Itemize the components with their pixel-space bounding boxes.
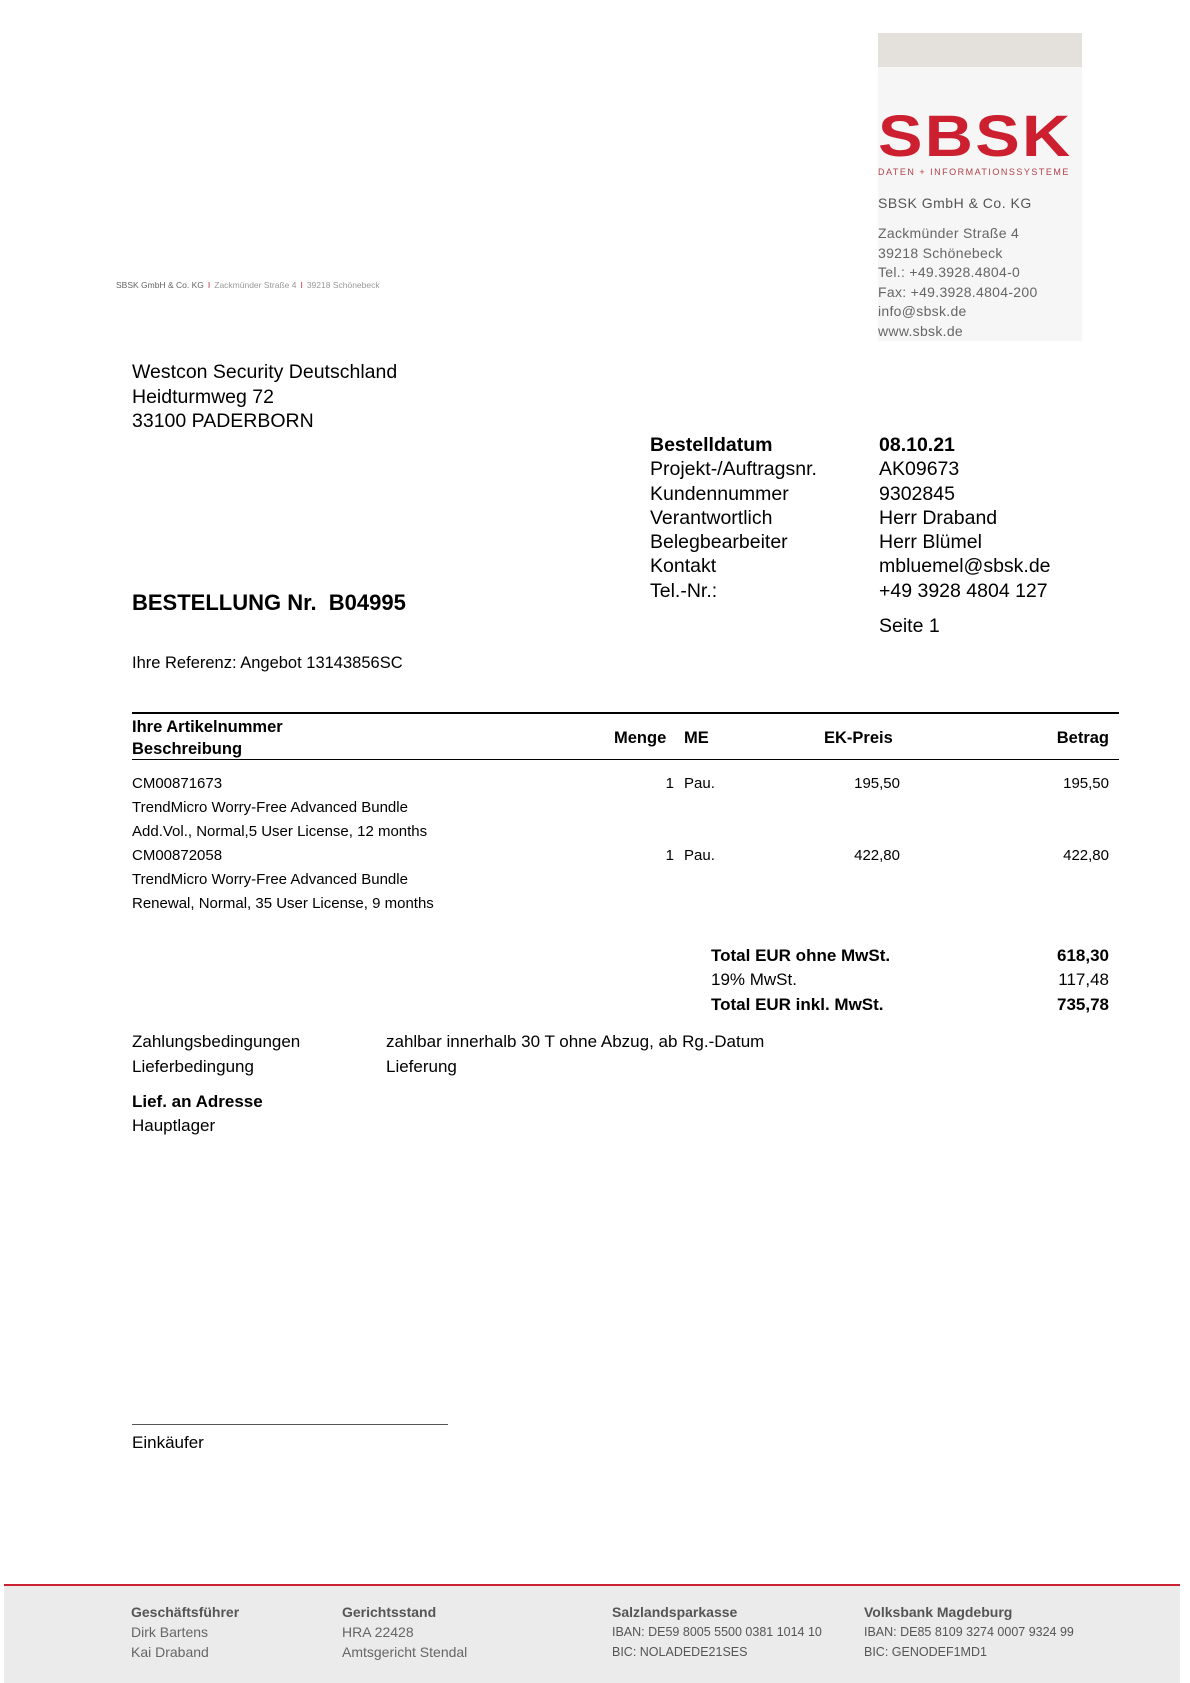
sender-line bbox=[116, 280, 380, 290]
recipient-city: 33100 PADERBORN bbox=[132, 410, 314, 432]
sender-separator: I bbox=[207, 280, 211, 290]
row-article: CM00871673 bbox=[132, 775, 223, 792]
footer-accent-line bbox=[4, 1584, 1180, 1586]
meta-label: Tel.-Nr.: bbox=[650, 579, 718, 602]
meta-value: +49 3928 4804 127 bbox=[879, 579, 1048, 602]
footer-line: IBAN: DE85 8109 3274 0007 9324 99 bbox=[864, 1625, 1074, 1639]
row-qty: 1 bbox=[665, 847, 674, 864]
total-value: 117,48 bbox=[1058, 970, 1109, 990]
term-value: zahlbar innerhalb 30 T ohne Abzug, ab Rg.-Datum bbox=[386, 1032, 765, 1051]
row-amount: 422,80 bbox=[1063, 847, 1109, 864]
term-label: Zahlungsbedingungen bbox=[132, 1032, 301, 1051]
sender-street: Zackmünder Straße 4 bbox=[214, 280, 297, 290]
letterhead-bar bbox=[878, 33, 1082, 67]
table-header-rule bbox=[132, 759, 1119, 760]
meta-label: Verantwortlich bbox=[650, 506, 773, 529]
meta-value: Herr Draband bbox=[879, 506, 998, 529]
meta-label: Projekt-/Auftragsnr. bbox=[650, 458, 817, 481]
term-row bbox=[132, 1055, 764, 1080]
row-description: TrendMicro Worry-Free Advanced Bundle bbox=[132, 799, 408, 816]
header-unit: ME bbox=[684, 729, 709, 747]
meta-value: 08.10.21 bbox=[879, 434, 955, 456]
row-description: Renewal, Normal, 35 User License, 9 months bbox=[132, 895, 434, 912]
meta-row bbox=[650, 482, 1051, 506]
meta-row bbox=[650, 579, 1051, 603]
letterhead-web[interactable]: www.sbsk.de bbox=[878, 322, 963, 339]
meta-label: Kundennummer bbox=[650, 482, 789, 505]
delivery-label: Lief. an Adresse bbox=[132, 1092, 263, 1111]
row-article: CM00872058 bbox=[132, 847, 223, 864]
row-description: Add.Vol., Normal,5 User License, 12 months bbox=[132, 823, 428, 840]
order-title: BESTELLUNG Nr. B04995 bbox=[132, 590, 406, 615]
letterhead-city: 39218 Schönebeck bbox=[878, 244, 1003, 261]
letterhead-company: SBSK GmbH & Co. KG bbox=[878, 195, 1032, 211]
footer-line: HRA 22428 bbox=[342, 1624, 414, 1640]
footer-bank-1 bbox=[612, 1602, 822, 1662]
total-label: Total EUR ohne MwSt. bbox=[711, 946, 891, 965]
meta-label: Bestelldatum bbox=[650, 434, 773, 456]
footer-title: Volksbank Magdeburg bbox=[864, 1604, 1013, 1620]
footer-line: BIC: GENODEF1MD1 bbox=[864, 1645, 987, 1659]
footer-bank-2 bbox=[864, 1602, 1074, 1662]
footer-title: Geschäftsführer bbox=[131, 1604, 240, 1620]
footer-line: BIC: NOLADEDE21SES bbox=[612, 1645, 748, 1659]
footer-title: Gerichtsstand bbox=[342, 1604, 437, 1620]
recipient-name: Westcon Security Deutschland bbox=[132, 361, 398, 383]
total-gross bbox=[711, 993, 1109, 1017]
header-description: Beschreibung bbox=[132, 740, 243, 758]
meta-row bbox=[650, 457, 1051, 481]
total-label: 19% MwSt. bbox=[711, 970, 797, 990]
company-logo bbox=[878, 104, 1082, 177]
header-amount: Betrag bbox=[1056, 729, 1109, 747]
sender-separator: I bbox=[300, 280, 303, 290]
row-unit: Pau. bbox=[684, 847, 715, 864]
meta-value[interactable]: mbluemel@sbsk.de bbox=[879, 555, 1051, 578]
total-value: 618,30 bbox=[1057, 946, 1109, 965]
letterhead-street: Zackmünder Straße 4 bbox=[878, 225, 1020, 241]
row-description: TrendMicro Worry-Free Advanced Bundle bbox=[132, 871, 408, 888]
total-vat bbox=[711, 968, 1109, 992]
meta-row bbox=[650, 506, 1051, 530]
table-top-rule bbox=[132, 712, 1119, 714]
total-value: 735,78 bbox=[1057, 994, 1109, 1014]
meta-label: Kontakt bbox=[650, 555, 717, 578]
meta-row bbox=[650, 530, 1051, 554]
order-meta bbox=[650, 433, 1051, 603]
recipient-street: Heidturmweg 72 bbox=[132, 385, 274, 408]
footer-line: Amtsgericht Stendal bbox=[342, 1644, 468, 1660]
terms-block bbox=[132, 1030, 764, 1079]
row-amount: 195,50 bbox=[1063, 775, 1109, 792]
header-qty: Menge bbox=[614, 729, 667, 747]
signature-label: Einkäufer bbox=[132, 1433, 204, 1452]
letterhead-address bbox=[878, 224, 1038, 341]
footer-line: Dirk Bartens bbox=[131, 1624, 209, 1640]
row-unit: Pau. bbox=[684, 775, 715, 792]
order-reference: Ihre Referenz: Angebot 13143856SC bbox=[132, 654, 403, 672]
sender-city: 39218 Schönebeck bbox=[306, 280, 380, 290]
meta-value: 9302845 bbox=[879, 482, 955, 505]
letterhead-tel: Tel.: +49.3928.4804-0 bbox=[878, 264, 1021, 280]
meta-value: Herr Blümel bbox=[879, 531, 982, 554]
logo-tagline: DATEN + INFORMATIONSSYSTEME bbox=[878, 167, 1070, 177]
row-qty: 1 bbox=[665, 775, 674, 792]
footer-management bbox=[131, 1602, 239, 1662]
meta-row bbox=[650, 433, 1051, 457]
footer-line: Kai Draband bbox=[131, 1644, 209, 1660]
logo-text: SBSK bbox=[878, 104, 1073, 169]
recipient-address bbox=[132, 360, 397, 434]
total-label: Total EUR inkl. MwSt. bbox=[711, 994, 884, 1014]
page-number: Seite 1 bbox=[879, 615, 940, 637]
meta-value: AK09673 bbox=[879, 458, 960, 481]
meta-row bbox=[650, 554, 1051, 578]
totals-block bbox=[711, 944, 1109, 1017]
footer-line: IBAN: DE59 8005 5500 0381 1014 10 bbox=[612, 1625, 822, 1639]
term-label: Lieferbedingung bbox=[132, 1056, 254, 1076]
meta-label: Belegbearbeiter bbox=[650, 531, 788, 554]
delivery-address: Hauptlager bbox=[132, 1116, 216, 1135]
footer-title: Salzlandsparkasse bbox=[612, 1604, 738, 1620]
letterhead-email[interactable]: info@sbsk.de bbox=[878, 303, 967, 319]
term-row bbox=[132, 1030, 764, 1055]
header-price: EK-Preis bbox=[824, 729, 893, 747]
letterhead-fax: Fax: +49.3928.4804-200 bbox=[878, 283, 1038, 300]
total-net bbox=[711, 944, 1109, 968]
row-price: 422,80 bbox=[854, 847, 900, 864]
sender-company: SBSK GmbH & Co. KG bbox=[116, 280, 204, 290]
signature-line bbox=[132, 1424, 448, 1425]
term-value: Lieferung bbox=[386, 1056, 457, 1076]
footer-court bbox=[342, 1602, 467, 1662]
header-article: Ihre Artikelnummer bbox=[132, 718, 283, 736]
row-price: 195,50 bbox=[854, 775, 900, 792]
